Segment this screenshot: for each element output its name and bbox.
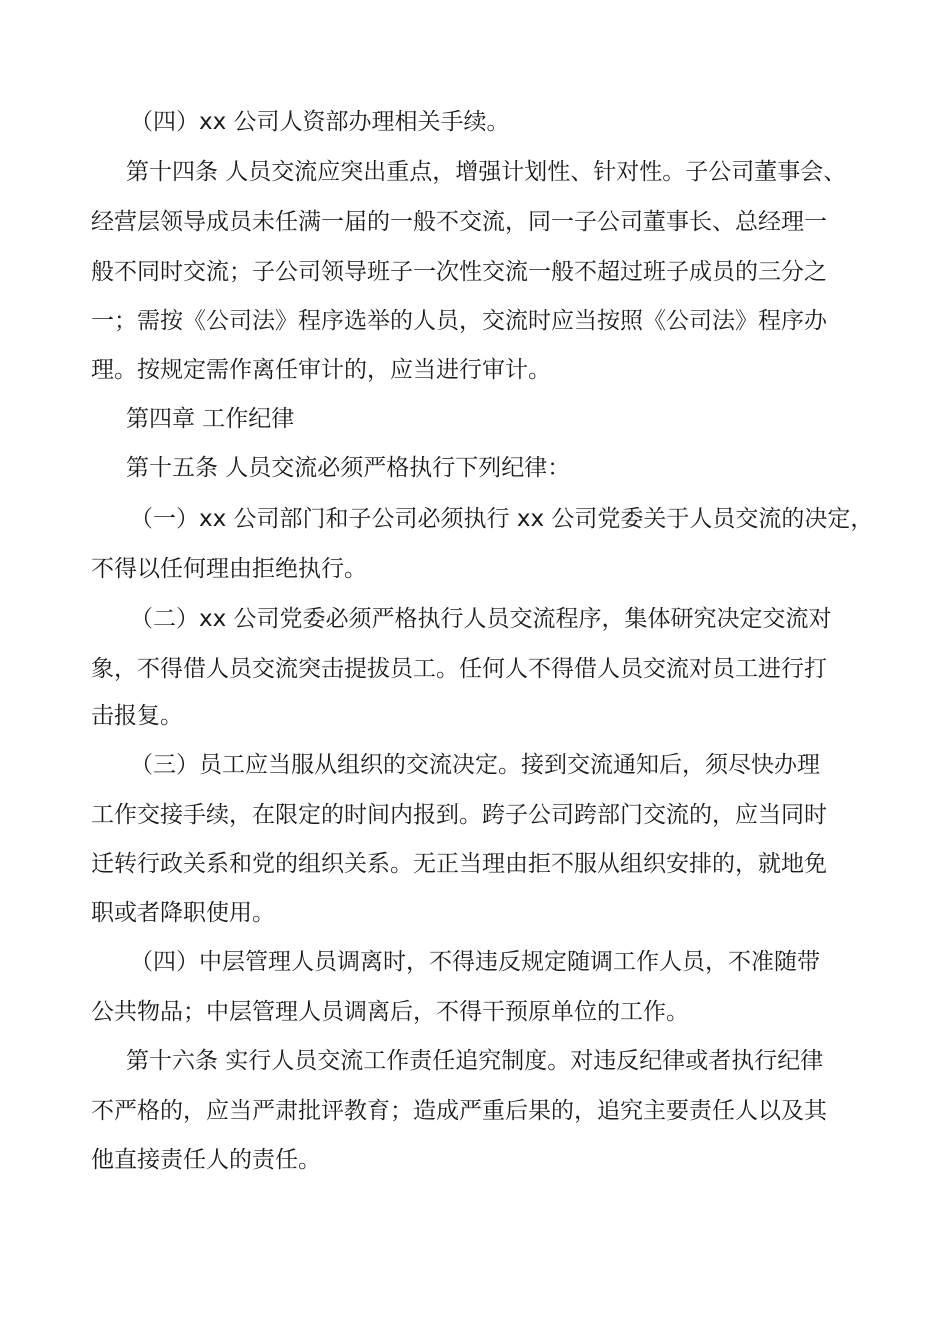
text-line: 经营层领导成员未任满一届的一般不交流，同一子公司董事长、总经理一 bbox=[91, 209, 827, 235]
text-line: 第十六条 实行人员交流工作责任追究制度。对违反纪律或者执行纪律 bbox=[126, 1048, 824, 1074]
text-line: 职或者降职使用。 bbox=[91, 900, 275, 926]
text-line: （一）xx 公司部门和子公司必须执行 xx 公司党委关于人员交流的决定， bbox=[130, 506, 874, 532]
text-line: 击报复。 bbox=[91, 703, 183, 729]
text-line: （四）中层管理人员调离时，不得违反规定随调工作人员，不准随带 bbox=[130, 949, 820, 975]
text-line: 迁转行政关系和党的组织关系。无正当理由拒不服从组织安排的，就地免 bbox=[91, 851, 827, 877]
text-line: 第十五条 人员交流必须严格执行下列纪律： bbox=[126, 455, 571, 481]
text-line: 象，不得借人员交流突击提拔员工。任何人不得借人员交流对员工进行打 bbox=[91, 656, 827, 682]
text-line: 公共物品；中层管理人员调离后，不得干预原单位的工作。 bbox=[91, 999, 689, 1025]
text-line: 不得以任何理由拒绝执行。 bbox=[91, 556, 367, 582]
text-line: 理。按规定需作离任审计的，应当进行审计。 bbox=[91, 357, 551, 383]
text-line: 第十四条 人员交流应突出重点，增强计划性、针对性。子公司董事会、 bbox=[126, 159, 847, 185]
text-line: （四）xx 公司人资部办理相关手续。 bbox=[130, 109, 510, 135]
text-line: 不严格的，应当严肃批评教育；造成严重后果的，追究主要责任人以及其 bbox=[91, 1098, 827, 1124]
chapter-heading: 第四章 工作纪律 bbox=[126, 406, 295, 432]
text-line: 他直接责任人的责任。 bbox=[91, 1147, 321, 1173]
text-line: 一；需按《公司法》程序选举的人员，交流时应当按照《公司法》程序办 bbox=[91, 308, 827, 334]
text-line: 般不同时交流；子公司领导班子一次性交流一般不超过班子成员的三分之 bbox=[91, 259, 827, 285]
text-line: 工作交接手续，在限定的时间内报到。跨子公司跨部门交流的，应当同时 bbox=[91, 802, 827, 828]
text-line: （三）员工应当服从组织的交流决定。接到交流通知后，须尽快办理 bbox=[130, 752, 820, 778]
text-line: （二）xx 公司党委必须严格执行人员交流程序，集体研究决定交流对 bbox=[130, 606, 832, 632]
